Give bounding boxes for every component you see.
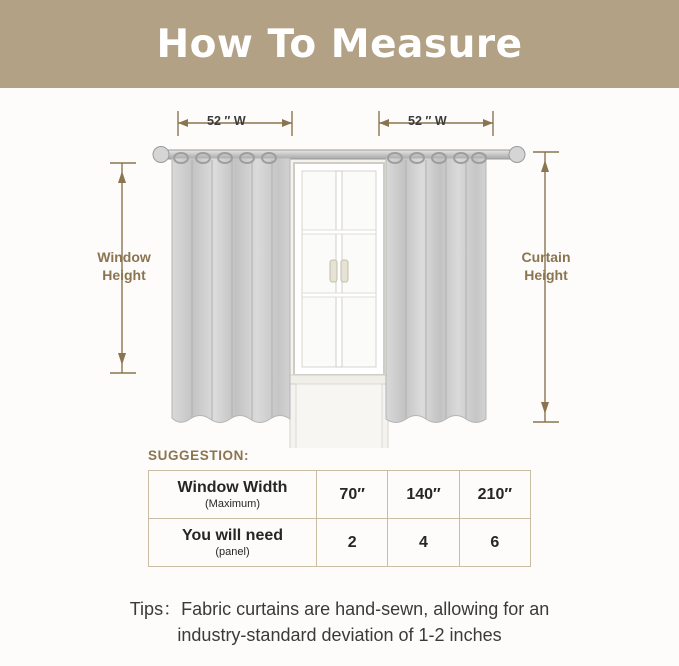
suggestion-table [148, 470, 531, 567]
table-row [149, 471, 531, 519]
tips-block [0, 596, 679, 648]
left-width-label: 52 ″ W [207, 114, 246, 128]
cell-panels-2: 4 [388, 519, 459, 567]
window-height-label [78, 248, 170, 284]
cell-window-width-3: 210″ [459, 471, 530, 519]
cell-panels-3: 6 [459, 519, 530, 567]
suggestion-label: SUGGESTION: [148, 448, 250, 463]
cell-panels-1: 2 [317, 519, 388, 567]
table-row [149, 519, 531, 567]
row-header-sub: (panel) [215, 546, 250, 558]
tips-line-1: Fabric curtains are hand-sewn, allowing for an [181, 599, 550, 619]
curtain-height-label-line2: Height [524, 267, 568, 283]
cell-window-width-1: 70″ [317, 471, 388, 519]
suggestion-table-wrapper [148, 470, 531, 567]
cell-window-width-2: 140″ [388, 471, 459, 519]
page-header [0, 0, 679, 88]
curtain-height-label-line1: Curtain [521, 249, 571, 265]
page-title: How To Measure [156, 21, 523, 67]
window-height-label-line2: Height [102, 267, 146, 283]
window-height-label-line1: Window [97, 249, 151, 265]
row-header-main: You will need [181, 527, 284, 544]
curtain-height-label [500, 248, 592, 284]
tips-label: Tips： [129, 599, 182, 619]
right-width-label: 52 ″ W [408, 114, 447, 128]
row-header-window-width [149, 471, 317, 519]
row-header-panels-needed [149, 519, 317, 567]
tips-line-2: industry-standard deviation of 1-2 inches [177, 625, 502, 645]
measure-diagram [0, 88, 679, 448]
row-header-sub: (Maximum) [205, 498, 260, 510]
row-header-main: Window Width [177, 479, 288, 496]
